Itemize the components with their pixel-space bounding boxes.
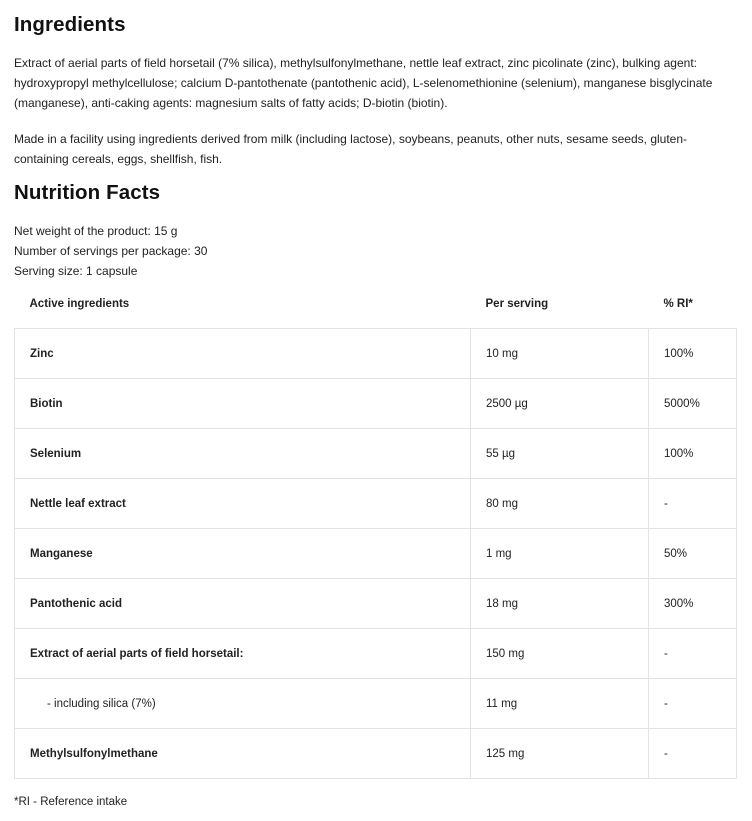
per-serving-value: 150 mg	[471, 629, 649, 679]
servings-per-package: Number of servings per package: 30	[14, 244, 208, 258]
per-serving-value: 18 mg	[471, 579, 649, 629]
per-serving-value: 2500 µg	[471, 379, 649, 429]
ri-value: -	[649, 729, 737, 779]
table-row	[15, 679, 737, 729]
ri-value: 100%	[649, 329, 737, 379]
per-serving-value: 55 µg	[471, 429, 649, 479]
table-header-row	[15, 291, 737, 329]
ingredient-name: Biotin	[15, 379, 471, 429]
header-ri: % RI*	[663, 298, 693, 310]
ingredient-name: Selenium	[15, 429, 471, 479]
table-row	[15, 529, 737, 579]
allergens-text: Made in a facility using ingredients derived from milk (including lactose), soybeans, peanuts, other nuts, sesame seeds, gluten-containing cereals, eggs, shellfish, fish.	[14, 132, 688, 166]
per-serving-value: 80 mg	[471, 479, 649, 529]
ingredient-name: Pantothenic acid	[15, 579, 471, 629]
serving-size: Serving size: 1 capsule	[14, 264, 138, 278]
ingredient-name: Nettle leaf extract	[15, 479, 471, 529]
ingredient-subitem-name: - including silica (7%)	[47, 697, 156, 710]
nutrition-meta	[14, 221, 207, 281]
ingredients-heading: Ingredients	[14, 13, 126, 36]
ingredient-name: Extract of aerial parts of field horsetail:	[15, 629, 471, 679]
per-serving-value: 1 mg	[471, 529, 649, 579]
header-active-ingredients: Active ingredients	[29, 298, 130, 310]
table-row	[15, 429, 737, 479]
table-row	[15, 579, 737, 629]
table-row	[15, 329, 737, 379]
ri-footnote: *RI - Reference intake	[14, 796, 128, 808]
ri-value: 50%	[649, 529, 737, 579]
per-serving-value: 10 mg	[471, 329, 649, 379]
table-row	[15, 729, 737, 779]
ri-value: -	[649, 629, 737, 679]
ingredient-name: Methylsulfonylmethane	[15, 729, 471, 779]
header-per-serving: Per serving	[485, 298, 549, 310]
ri-value: 300%	[649, 579, 737, 629]
per-serving-value: 125 mg	[471, 729, 649, 779]
table-row	[15, 479, 737, 529]
net-weight: Net weight of the product: 15 g	[14, 224, 178, 238]
ri-value: 100%	[649, 429, 737, 479]
per-serving-value: 11 mg	[471, 679, 649, 729]
table-row	[15, 629, 737, 679]
ri-value: -	[649, 679, 737, 729]
ingredient-name: Manganese	[15, 529, 471, 579]
table-row	[15, 379, 737, 429]
ri-value: -	[649, 479, 737, 529]
ingredient-name: Zinc	[15, 329, 471, 379]
ingredients-text: Extract of aerial parts of field horsetail (7% silica), methylsulfonylmethane, nettle leaf extract, zinc picolinate (zinc), bulking agent: hydroxypropyl methylcellulose; calcium D-pantothenate (pantothenic acid), L-selenomethionine (selenium), manganese bisglycinate (manganese), anti-caking agents: magnesium salts of fatty acids; D-biotin (biotin).	[14, 56, 713, 110]
nutrition-facts-heading: Nutrition Facts	[14, 181, 161, 204]
nutrition-table	[14, 291, 737, 779]
ingredient-subitem-cell	[15, 679, 471, 729]
ri-value: 5000%	[649, 379, 737, 429]
